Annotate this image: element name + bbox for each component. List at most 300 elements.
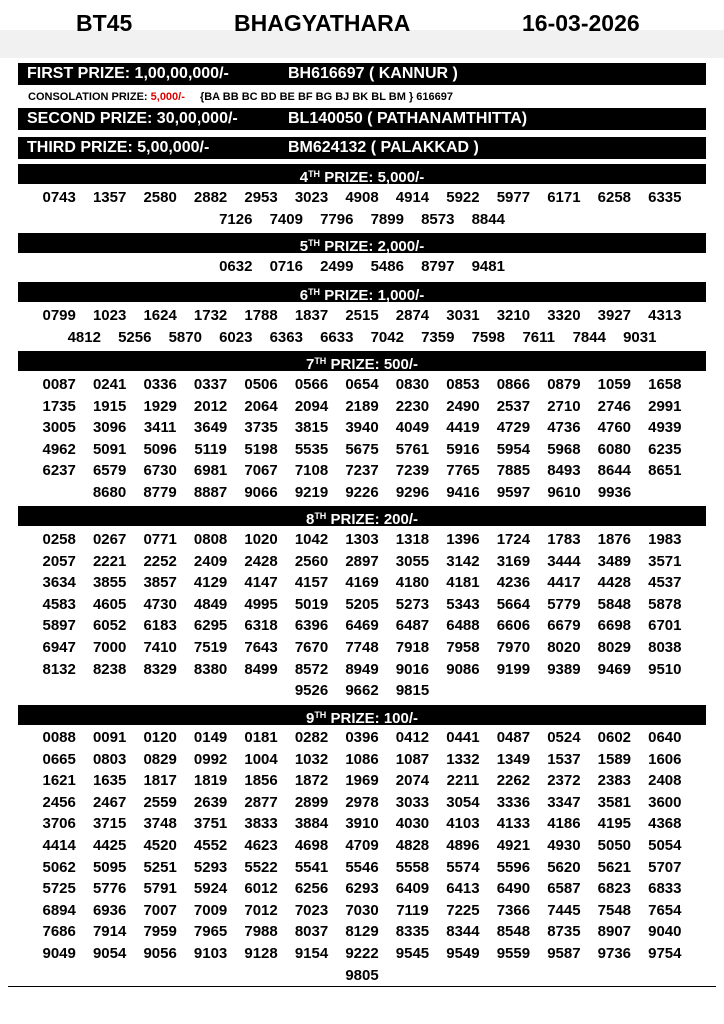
ticket-number: 5019	[294, 595, 329, 613]
ticket-number: 3815	[294, 419, 329, 437]
ticket-number: 2012	[193, 397, 228, 415]
ticket-number: 4313	[648, 307, 682, 324]
ticket-number: 1332	[446, 750, 480, 768]
ticket-number: 7548	[597, 901, 632, 919]
ticket-number: 4030	[395, 815, 430, 833]
ticket-number: 3855	[92, 574, 127, 592]
ticket-number: 0879	[547, 376, 581, 393]
ticket-number: 0602	[597, 729, 632, 746]
ticket-number: 8573	[421, 210, 455, 228]
number-row	[34, 572, 690, 593]
first-prize-ticket: BH616697 ( KANNUR )	[288, 65, 458, 82]
ticket-number: 7914	[92, 923, 127, 941]
ticket-number: 6363	[269, 328, 303, 346]
ticket-number: 7765	[446, 462, 480, 480]
ticket-number: 0829	[143, 750, 177, 768]
ticket-number: 7030	[345, 901, 379, 919]
ticket-number: 8132	[42, 660, 76, 678]
ticket-number: 3169	[496, 552, 531, 570]
ticket-number: 1357	[92, 189, 127, 206]
ticket-number: 1983	[648, 531, 682, 548]
ticket-number: 7988	[244, 923, 278, 941]
lottery-name: BHAGYATHARA	[234, 10, 411, 36]
ticket-number: 7042	[370, 328, 404, 346]
number-row	[34, 878, 690, 899]
ticket-number: 6981	[193, 462, 228, 480]
ticket-number: 4736	[547, 419, 581, 437]
ticket-number: 9526	[294, 682, 329, 700]
ticket-number: 6606	[496, 617, 531, 635]
ticket-number: 8499	[244, 660, 278, 678]
ticket-number: 0088	[42, 729, 76, 746]
ticket-number: 7239	[395, 462, 430, 480]
ticket-number: 8029	[597, 639, 632, 656]
ticket-number: 9662	[345, 682, 379, 700]
ticket-number: 0149	[193, 729, 228, 746]
ticket-number: 4103	[446, 815, 480, 833]
ticket-number: 5273	[395, 595, 430, 613]
ticket-number: 5119	[194, 440, 227, 458]
ticket-number: 4921	[496, 837, 531, 854]
number-row	[34, 749, 690, 770]
ticket-number: 5205	[345, 595, 379, 613]
ticket-number: 9031	[623, 328, 657, 346]
ticket-number: 7126	[219, 210, 253, 228]
number-row	[34, 943, 690, 964]
ticket-number: 6587	[547, 880, 581, 898]
ticket-number: 8329	[143, 660, 177, 678]
ticket-number: 3444	[547, 552, 581, 570]
ticket-number: 4730	[143, 595, 177, 613]
number-row	[34, 727, 690, 748]
ticket-number: 4828	[395, 837, 430, 854]
ticket-number: 7844	[572, 328, 606, 346]
ticket-number: 4812	[67, 328, 101, 346]
ticket-number: 5870	[168, 328, 202, 346]
ticket-number: 5522	[244, 858, 278, 876]
ticket-number: 1817	[143, 772, 177, 790]
ticket-number: 8680	[92, 484, 127, 501]
ticket-number: 8949	[345, 660, 379, 678]
ticket-number: 9222	[345, 945, 379, 962]
ticket-number: 9054	[92, 945, 127, 962]
ticket-number: 4552	[193, 837, 228, 854]
ticket-number: 2262	[496, 772, 531, 790]
draw-date: 16-03-2026	[522, 10, 640, 36]
ticket-number: 0632	[219, 258, 253, 275]
number-row	[34, 835, 690, 856]
ticket-number: 8797	[421, 258, 455, 275]
ticket-number: 2057	[42, 552, 76, 570]
ticket-number: 5707	[648, 858, 682, 876]
second-prize-bar	[18, 108, 706, 130]
ticket-number: 1837	[294, 307, 329, 324]
ticket-number: 6012	[244, 880, 278, 898]
ticket-number: 3634	[42, 574, 76, 592]
ticket-number: 0087	[42, 376, 76, 393]
ticket-number: 4133	[496, 815, 531, 833]
ticket-number: 3031	[446, 307, 480, 324]
number-row	[34, 482, 690, 503]
ticket-number: 9549	[446, 945, 480, 962]
ticket-number: 9128	[244, 945, 278, 962]
ticket-number: 4709	[345, 837, 379, 854]
ticket-number: 5621	[597, 858, 632, 876]
ticket-number: 6258	[597, 189, 632, 206]
ticket-number: 3336	[496, 793, 531, 811]
ticket-number: 2074	[395, 772, 430, 790]
ticket-number: 7670	[294, 639, 329, 656]
ticket-number: 0524	[547, 729, 581, 746]
ticket-number: 7007	[143, 901, 177, 919]
ticket-number: 6318	[244, 617, 278, 635]
ticket-number: 4930	[547, 837, 581, 854]
ticket-number: 3927	[597, 307, 632, 324]
number-row	[34, 615, 690, 636]
ticket-number: 1396	[446, 531, 480, 548]
ticket-number: 0241	[92, 376, 127, 393]
ticket-number: 0866	[496, 376, 531, 393]
ticket-number: 9040	[648, 923, 682, 941]
ticket-number: 7965	[193, 923, 228, 941]
ticket-number: 2559	[143, 793, 177, 811]
ticket-number: 3142	[446, 552, 480, 570]
ticket-number: 8887	[193, 484, 228, 501]
ticket-number: 4623	[244, 837, 278, 854]
ticket-number: 7519	[193, 639, 228, 656]
ticket-number: 4537	[648, 574, 682, 592]
ticket-number: 3581	[597, 793, 632, 811]
ticket-number: 8335	[395, 923, 430, 941]
ticket-number: 6633	[320, 328, 354, 346]
ticket-number: 3210	[496, 307, 531, 324]
ticket-number: 8572	[294, 660, 329, 678]
ticket-number: 1303	[345, 531, 379, 548]
fifth-prize-title-bar: 5TH PRIZE: 2,000/-	[18, 233, 706, 253]
number-row	[34, 439, 690, 460]
ticket-number: 8344	[446, 923, 480, 941]
ticket-number: 8238	[92, 660, 127, 678]
ticket-number: 2467	[92, 793, 127, 811]
ticket-number: 9086	[446, 660, 480, 678]
ticket-number: 7643	[244, 639, 278, 656]
ticket-number: 0120	[143, 729, 177, 746]
ticket-number: 0743	[42, 189, 76, 206]
ticket-number: 7918	[395, 639, 430, 656]
ticket-number: 6171	[547, 189, 581, 206]
ticket-number: 7598	[471, 328, 505, 346]
ticket-number: 1086	[345, 750, 379, 768]
ticket-number: 5091	[92, 440, 127, 458]
ticket-number: 6823	[597, 880, 632, 898]
consolation-label: CONSOLATION PRIZE:	[28, 91, 151, 103]
ticket-number: 7359	[421, 328, 455, 346]
ticket-number: 7958	[446, 639, 480, 656]
ticket-number: 2383	[597, 772, 632, 790]
bottom-divider	[8, 986, 716, 987]
ticket-number: 1819	[193, 772, 228, 790]
ticket-number: 5922	[446, 189, 480, 206]
ticket-number: 0282	[294, 729, 329, 746]
consolation-prize-line	[28, 91, 453, 103]
ticket-number: 4760	[597, 419, 632, 437]
ticket-number: 7970	[496, 639, 531, 656]
ticket-number: 6080	[597, 440, 632, 458]
ticket-number: 9226	[345, 484, 379, 501]
ticket-number: 2211	[446, 772, 480, 790]
ticket-number: 1023	[92, 307, 127, 324]
ticket-number: 3748	[143, 815, 177, 833]
number-row	[34, 460, 690, 481]
ticket-number: 4236	[496, 574, 531, 592]
ticket-number: 1735	[42, 397, 76, 415]
ticket-number: 3571	[648, 552, 682, 570]
number-row	[34, 637, 690, 658]
ticket-number: 8844	[471, 210, 505, 228]
ticket-number: 9587	[547, 945, 581, 962]
number-row	[34, 417, 690, 438]
ticket-number: 3347	[547, 793, 581, 811]
ticket-number: 6679	[547, 617, 581, 635]
ticket-number: 2882	[193, 189, 228, 206]
ticket-number: 5062	[42, 858, 76, 876]
ticket-number: 2409	[193, 552, 228, 570]
ticket-number: 2230	[395, 397, 430, 415]
ticket-number: 0992	[193, 750, 228, 768]
number-row	[34, 305, 690, 326]
ticket-number: 7445	[547, 901, 581, 919]
ticket-number: 1788	[244, 307, 278, 324]
ticket-number: 7119	[396, 901, 429, 919]
ticket-number: 9805	[345, 966, 379, 984]
ticket-number: 2499	[320, 258, 354, 275]
ticket-number: 0396	[345, 729, 379, 746]
ticket-number: 2746	[597, 397, 632, 415]
ticket-number: 2953	[244, 189, 278, 206]
ninth-prize-title-bar: 9TH PRIZE: 100/-	[18, 705, 706, 725]
ticket-number: 6579	[92, 462, 127, 480]
number-row	[34, 921, 690, 942]
ticket-number: 5095	[92, 858, 127, 876]
ticket-number: 6293	[345, 880, 379, 898]
ticket-number: 5675	[345, 440, 379, 458]
ticket-number: 2252	[143, 552, 177, 570]
third-prize-label: THIRD PRIZE: 5,00,000/-	[27, 139, 210, 156]
ticket-number: 3096	[92, 419, 127, 437]
ticket-number: 2710	[547, 397, 581, 415]
ticket-number: 4962	[42, 440, 76, 458]
number-row	[34, 813, 690, 834]
ticket-number: 9510	[648, 660, 682, 678]
ticket-number: 7959	[143, 923, 177, 941]
ticket-number: 8020	[547, 639, 581, 656]
ticket-number: 9016	[395, 660, 430, 678]
ticket-number: 2560	[294, 552, 329, 570]
ticket-number: 7366	[496, 901, 531, 919]
number-row	[34, 396, 690, 417]
ticket-number: 1915	[92, 397, 127, 415]
ticket-number: 5574	[446, 858, 480, 876]
ticket-number: 2064	[244, 397, 278, 415]
number-row	[34, 187, 690, 208]
ticket-number: 0506	[244, 376, 278, 393]
third-prize-ticket: BM624132 ( PALAKKAD )	[288, 139, 479, 156]
ticket-number: 8735	[547, 923, 581, 941]
ticket-number: 0091	[92, 729, 127, 746]
ticket-number: 4419	[446, 419, 480, 437]
ticket-number: 5878	[648, 595, 682, 613]
ticket-number: 5776	[92, 880, 127, 898]
ticket-number: 0337	[193, 376, 228, 393]
ticket-number: 3005	[42, 419, 76, 437]
ticket-number: 8907	[597, 923, 632, 941]
ticket-number: 4995	[244, 595, 278, 613]
ticket-number: 2978	[345, 793, 379, 811]
ticket-number: 4181	[446, 574, 480, 592]
ticket-number: 5343	[446, 595, 480, 613]
ticket-number: 9597	[496, 484, 531, 501]
ticket-number: 4180	[395, 574, 430, 592]
number-row	[34, 209, 690, 230]
ticket-number: 2580	[143, 189, 177, 206]
ticket-number: 8037	[294, 923, 329, 941]
ticket-number: 9559	[496, 945, 531, 962]
number-row	[34, 680, 690, 701]
ticket-number: 4914	[395, 189, 430, 206]
number-row	[34, 594, 690, 615]
ticket-number: 5968	[547, 440, 581, 458]
ticket-number: 1624	[143, 307, 177, 324]
ticket-number: 8038	[648, 639, 682, 656]
ticket-number: 4849	[193, 595, 228, 613]
ticket-number: 5664	[496, 595, 531, 613]
ticket-number: 4169	[345, 574, 379, 592]
ticket-number: 0853	[446, 376, 480, 393]
ticket-number: 9103	[193, 945, 228, 962]
ticket-number: 2537	[496, 397, 531, 415]
ticket-number: 9389	[547, 660, 581, 678]
ticket-number: 4583	[42, 595, 76, 613]
ticket-number: 1732	[193, 307, 228, 324]
ticket-number: 5596	[496, 858, 531, 876]
ticket-number: 6488	[446, 617, 480, 635]
number-row	[34, 965, 690, 986]
ticket-number: 2991	[648, 397, 682, 415]
ticket-number: 9481	[471, 258, 505, 275]
ticket-number: 6698	[597, 617, 632, 635]
ticket-number: 4520	[143, 837, 177, 854]
ticket-number: 1059	[597, 376, 632, 393]
ticket-number: 1621	[42, 772, 76, 790]
ticket-number: 4908	[345, 189, 379, 206]
ticket-number: 6413	[446, 880, 480, 898]
number-row	[34, 857, 690, 878]
ticket-number: 2639	[193, 793, 228, 811]
ticket-number: 8493	[547, 462, 581, 480]
ticket-number: 6052	[92, 617, 127, 635]
ticket-number: 9056	[143, 945, 177, 962]
ticket-number: 5897	[42, 617, 76, 635]
ticket-number: 3715	[92, 815, 127, 833]
ticket-number: 1349	[496, 750, 531, 768]
ticket-number: 5924	[193, 880, 228, 898]
second-prize-ticket: BL140050 ( PATHANAMTHITTA)	[288, 110, 528, 127]
ticket-number: 0566	[294, 376, 329, 393]
consolation-series: {BA BB BC BD BE BF BG BJ BK BL BM } 616697	[199, 91, 454, 103]
ticket-number: 4195	[597, 815, 632, 833]
ticket-number: 5848	[597, 595, 632, 613]
ticket-number: 6730	[143, 462, 177, 480]
ticket-number: 8779	[143, 484, 177, 501]
ticket-number: 2428	[244, 552, 278, 570]
ticket-number: 3940	[345, 419, 379, 437]
ticket-number: 6183	[143, 617, 177, 635]
ticket-number: 9936	[597, 484, 632, 501]
number-row	[34, 659, 690, 680]
ticket-number: 5535	[294, 440, 329, 458]
ticket-number: 3857	[143, 574, 177, 592]
ticket-number: 2899	[294, 793, 329, 811]
ticket-number: 3884	[294, 815, 329, 833]
ticket-number: 8548	[496, 923, 531, 941]
ticket-number: 5486	[370, 258, 404, 275]
ticket-number: 5779	[547, 595, 581, 613]
consolation-amount: 5,000/-	[150, 91, 185, 103]
ticket-number: 1876	[597, 531, 632, 548]
ticket-number: 5541	[294, 858, 329, 876]
ticket-number: 4129	[193, 574, 228, 592]
ticket-number: 0412	[395, 729, 430, 746]
ticket-number: 3023	[294, 189, 329, 206]
ticket-number: 0716	[269, 258, 303, 275]
ticket-number: 9199	[496, 660, 531, 678]
ticket-number: 6701	[648, 617, 682, 635]
ticket-number: 0771	[143, 531, 177, 548]
ticket-number: 8380	[193, 660, 228, 678]
ticket-number: 7023	[294, 901, 329, 919]
ticket-number: 6947	[42, 639, 76, 656]
ticket-number: 7009	[193, 901, 228, 919]
ticket-number: 1635	[92, 772, 127, 790]
ticket-number: 0799	[42, 307, 76, 324]
ticket-number: 1658	[648, 376, 682, 393]
ticket-number: 3320	[547, 307, 581, 324]
ticket-number: 5620	[547, 858, 581, 876]
first-prize-bar	[18, 63, 706, 85]
ticket-number: 0640	[648, 729, 682, 746]
ticket-number: 6335	[648, 189, 682, 206]
ticket-number: 9416	[446, 484, 480, 501]
ticket-number: 5050	[597, 837, 632, 854]
ticket-number: 9066	[244, 484, 278, 501]
ticket-number: 7067	[244, 462, 278, 480]
number-row	[34, 256, 690, 277]
ticket-number: 0258	[42, 531, 76, 548]
ticket-number: 0441	[446, 729, 480, 746]
fourth-prize-title-bar: 4TH PRIZE: 5,000/-	[18, 164, 706, 184]
ticket-number: 0830	[395, 376, 430, 393]
ticket-number: 0808	[193, 531, 228, 548]
ticket-number: 7108	[294, 462, 329, 480]
ticket-number: 9736	[597, 945, 632, 962]
third-prize-bar	[18, 137, 706, 159]
ticket-number: 0181	[244, 729, 278, 746]
ticket-number: 3033	[395, 793, 430, 811]
ticket-number: 7410	[143, 639, 177, 656]
ticket-number: 1783	[547, 531, 581, 548]
ticket-number: 7654	[648, 901, 682, 919]
number-row	[34, 770, 690, 791]
